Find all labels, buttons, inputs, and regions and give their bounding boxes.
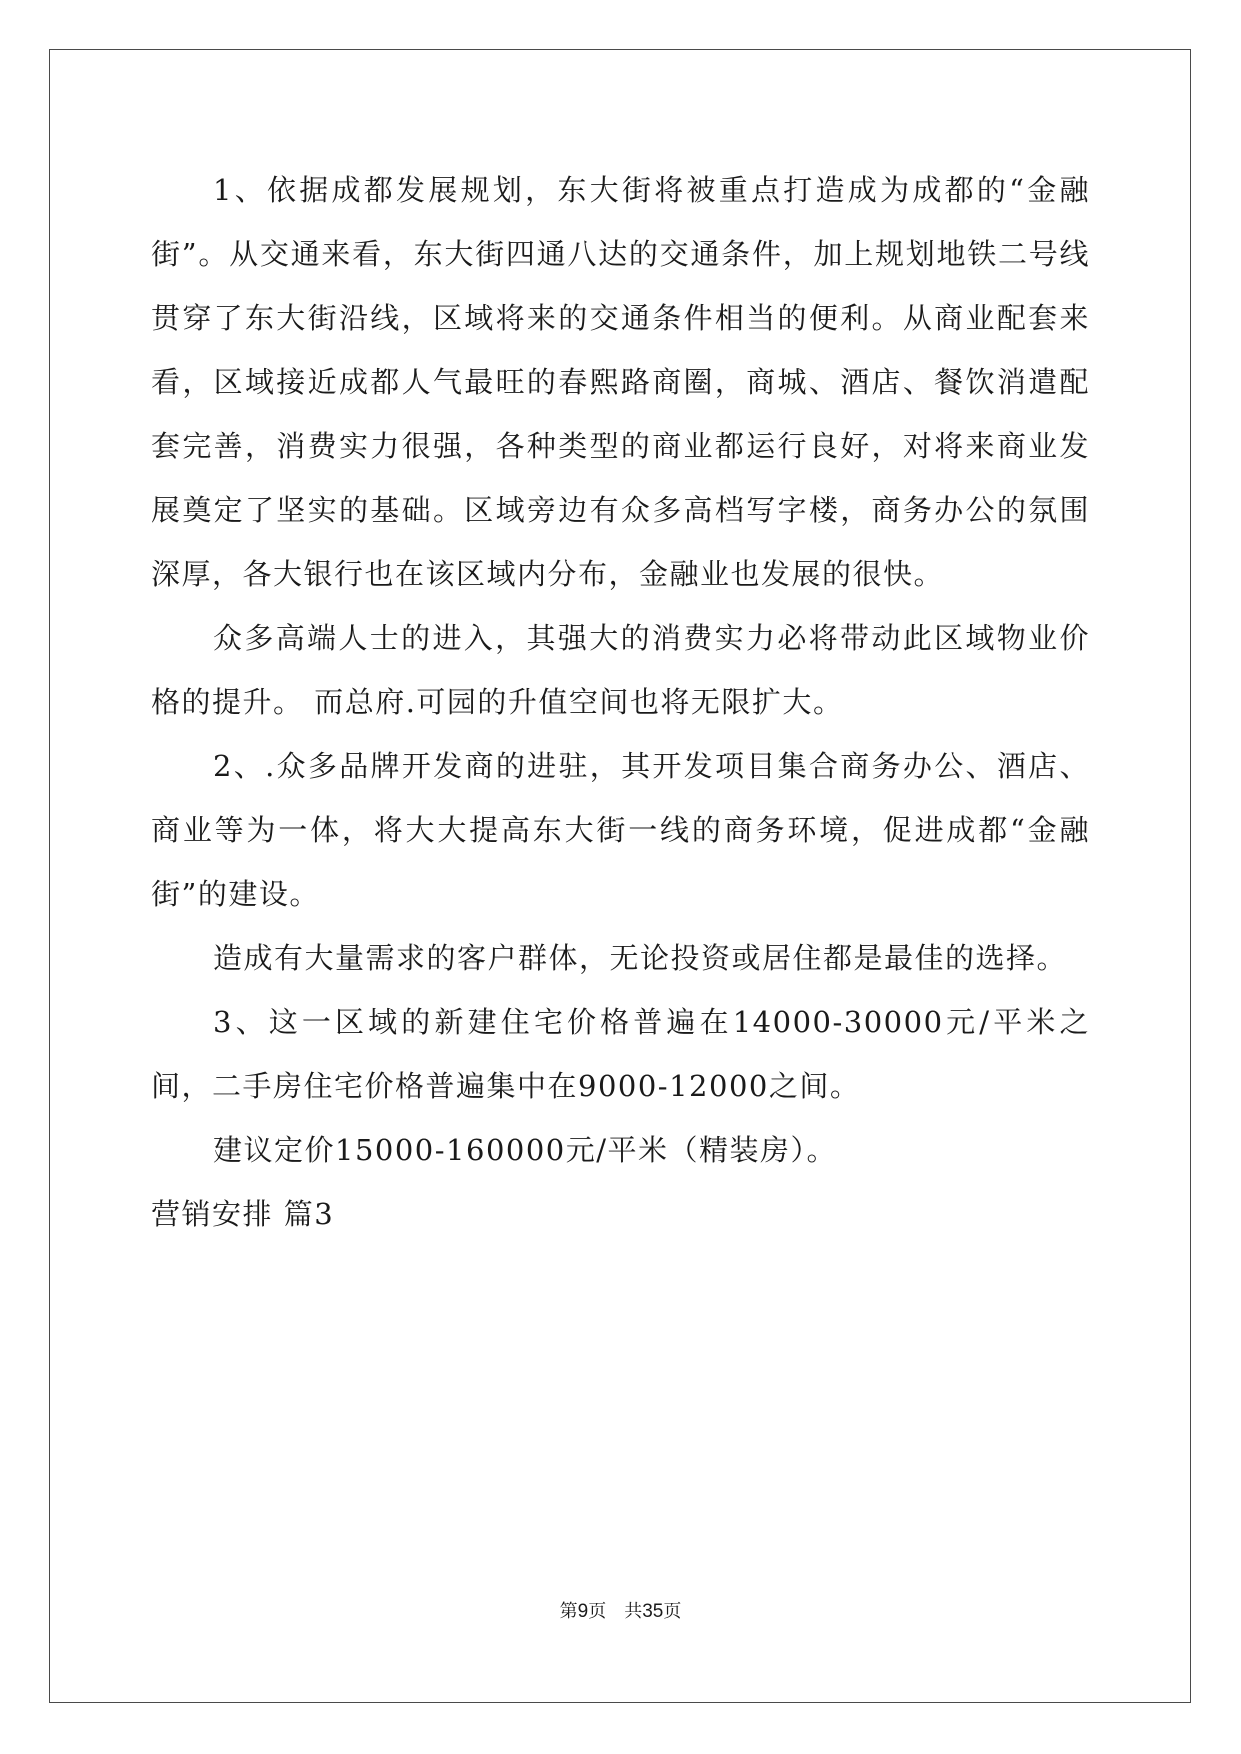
footer-page-suffix: 页 [588, 1601, 607, 1622]
footer-prefix: 第 [559, 1601, 578, 1622]
paragraph-4: 造成有大量需求的客户群体，无论投资或居住都是最佳的选择。 [213, 941, 1068, 975]
footer-total-suffix: 页 [663, 1601, 682, 1622]
paragraph-6: 建议定价15000-160000元/平米（精装房）。 [213, 1133, 838, 1167]
footer-page-number: 9 [577, 1601, 589, 1622]
paragraph-5: 3、这一区域的新建住宅价格普遍在14000-30000元/平米之间，二手房住宅价格普遍集中在9000-12000之间。 [151, 1005, 1090, 1103]
paragraph-2: 众多高端人士的进入，其强大的消费实力必将带动此区域物业价格的提升。 而总府.可园的升值空间也将无限扩大。 [151, 621, 1090, 719]
paragraph-3: 2、.众多品牌开发商的进驻，其开发项目集合商务办公、酒店、商业等为一体，将大大提高东大街一线的商务环境，促进成都“金融街”的建设。 [151, 749, 1090, 911]
footer-total-pages: 35 [642, 1601, 664, 1622]
page-footer [0, 1597, 1241, 1623]
document-body [151, 158, 1090, 1246]
section-heading: 营销安排 篇3 [151, 1197, 335, 1231]
paragraph-1: 1、依据成都发展规划，东大街将被重点打造成为成都的“金融街”。从交通来看，东大街四通八达的交通条件，加上规划地铁二号线贯穿了东大街沿线，区域将来的交通条件相当的便利。从商业配套来看，区域接近成都人气最旺的春熙路商圈，商城、酒店、餐饮消遣配套完善，消费实力很强，各种类型的商业都运行良好，对将来商业发展奠定了坚实的基础。区域旁边有众多高档写字楼，商务办公的氛围深厚，各大银行也在该区域内分布，金融业也发展的很快。 [151, 173, 1090, 591]
footer-total-prefix: 共 [624, 1601, 643, 1622]
